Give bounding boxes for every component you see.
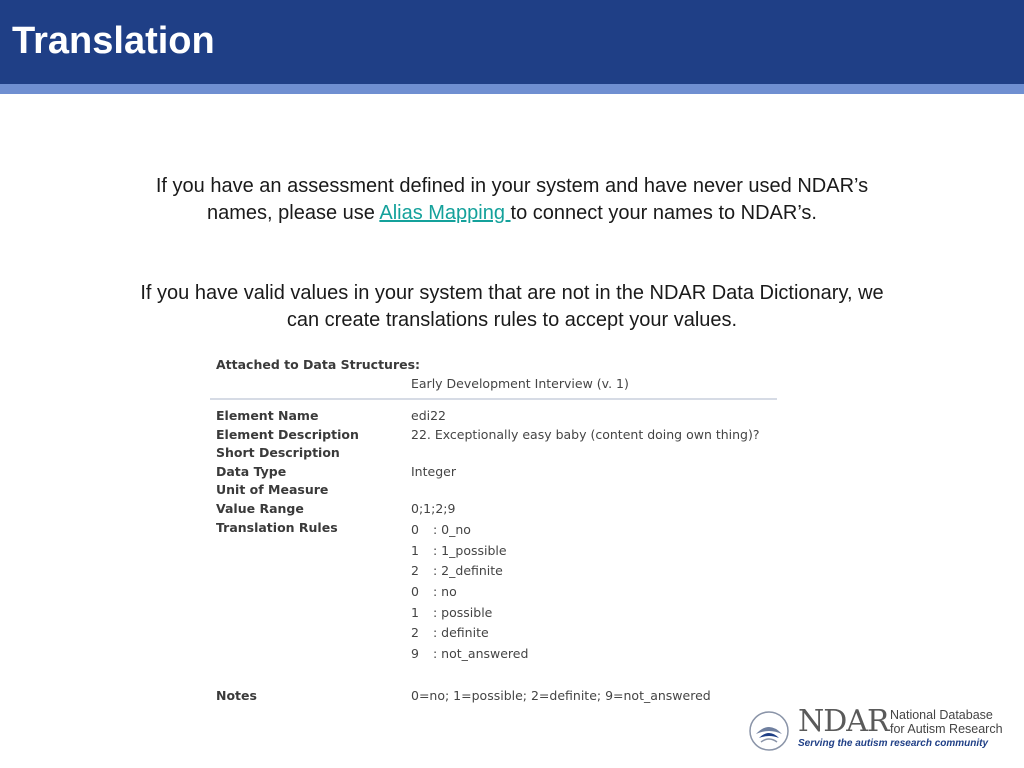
translation-rule-row [411, 646, 528, 661]
ndar-acronym: NDAR [798, 704, 889, 739]
ndar-full-name [890, 708, 1003, 736]
nih-seal-icon [748, 710, 790, 752]
rule-code: 0 [411, 584, 419, 599]
value-element-description: 22. Exceptionally easy baby (content doing own thing)? [411, 427, 760, 442]
rule-code: 0 [411, 522, 419, 537]
rule-text: : possible [433, 605, 493, 620]
element-detail-panel [210, 352, 790, 712]
label-element-name: Element Name [216, 408, 319, 423]
rule-text: : 2_definite [433, 563, 503, 578]
translation-rule-row [411, 543, 507, 558]
divider [210, 398, 777, 400]
title-stripe [0, 84, 1024, 94]
rule-code: 2 [411, 563, 419, 578]
rule-text: : not_answered [433, 646, 529, 661]
label-element-description: Element Description [216, 427, 359, 442]
attached-value: Early Development Interview (v. 1) [411, 376, 629, 391]
rule-code: 1 [411, 543, 419, 558]
intro-paragraph-alias [140, 173, 884, 227]
intro-text-before-link: If you have an assessment defined in your system and have never used NDAR’s names, please use [155, 175, 869, 224]
title-bar [0, 0, 1024, 84]
value-element-name: edi22 [411, 408, 447, 423]
intro-paragraph-translation: If you have valid values in your system that are not in the NDAR Data Dictionary, we can create translations rules to accept your values. [140, 282, 884, 331]
value-value-range: 0;1;2;9 [411, 501, 456, 516]
translation-rule-row [411, 625, 489, 640]
translation-rule-row [411, 522, 471, 537]
ndar-logo [748, 704, 1010, 754]
ndar-tagline: Serving the autism research community [798, 738, 989, 749]
rule-code: 2 [411, 625, 419, 640]
ndar-name-line2: for Autism Research [890, 722, 1003, 736]
intro-text-after-link: to connect your names to NDAR’s. [510, 202, 817, 224]
label-unit-of-measure: Unit of Measure [216, 482, 329, 497]
rule-code: 1 [411, 605, 419, 620]
label-translation-rules: Translation Rules [216, 520, 338, 535]
translation-rule-row [411, 605, 492, 620]
rule-text: : 0_no [433, 522, 471, 537]
label-short-description: Short Description [216, 445, 340, 460]
value-notes: 0=no; 1=possible; 2=definite; 9=not_answered [411, 688, 711, 703]
translation-rule-row [411, 563, 503, 578]
slide-title: Translation [12, 20, 215, 62]
ndar-name-line1: National Database [890, 708, 993, 722]
translation-rule-row [411, 584, 457, 599]
value-data-type: Integer [411, 464, 456, 479]
label-data-type: Data Type [216, 464, 287, 479]
rule-text: : no [433, 584, 457, 599]
rule-code: 9 [411, 646, 419, 661]
label-value-range: Value Range [216, 501, 304, 516]
attached-label: Attached to Data Structures: [216, 357, 421, 372]
label-notes: Notes [216, 688, 257, 703]
rule-text: : definite [433, 625, 489, 640]
rule-text: : 1_possible [433, 543, 507, 558]
alias-mapping-link[interactable]: Alias Mapping [379, 202, 511, 224]
